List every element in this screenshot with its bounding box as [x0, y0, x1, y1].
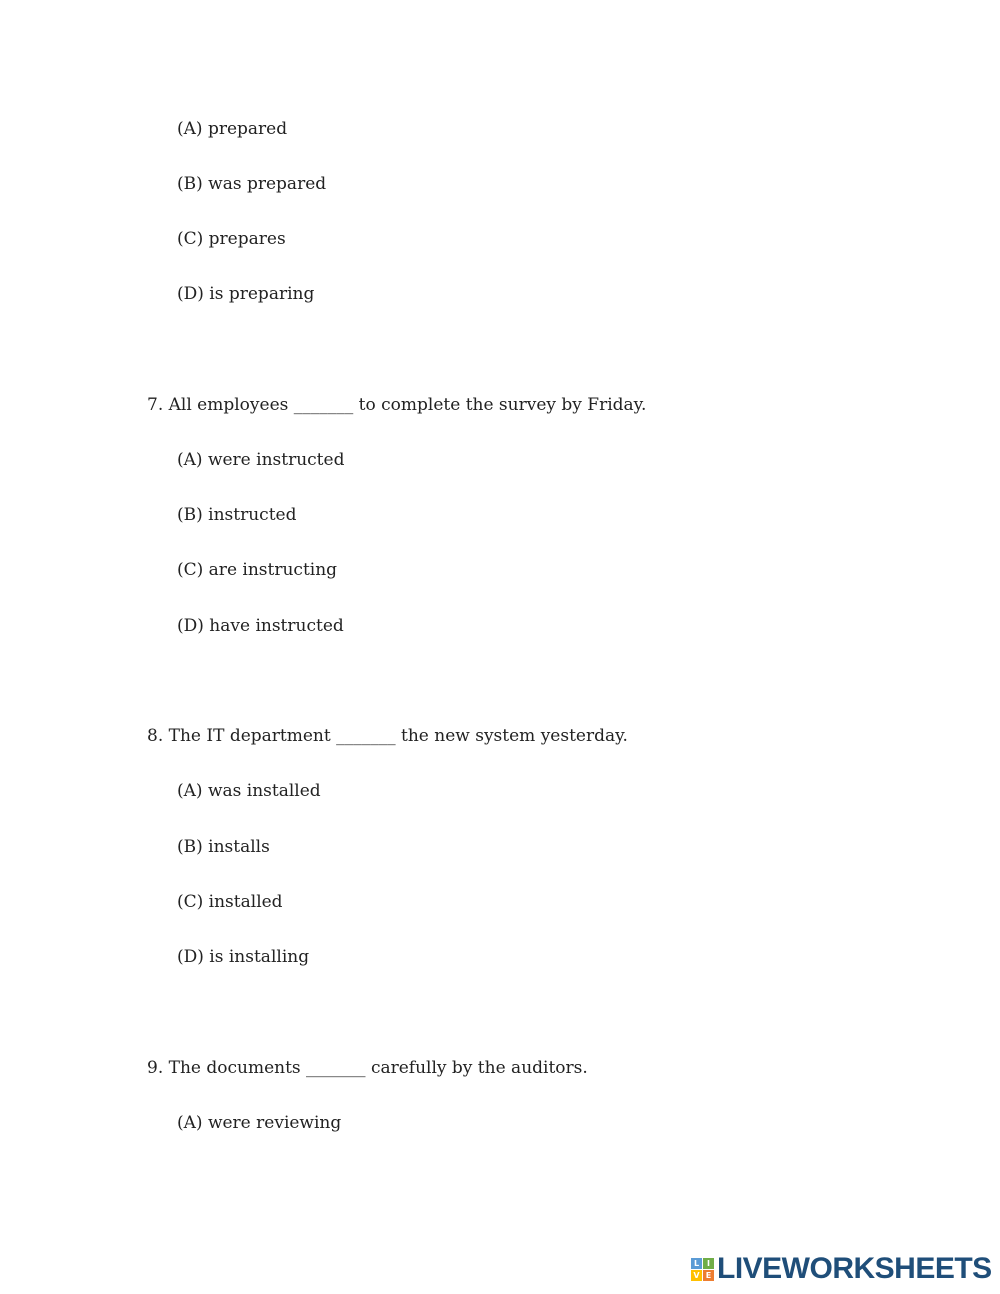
q6-option-a: (A) prepared — [177, 119, 288, 139]
logo-text: LIVEWORKSHEETS — [717, 1252, 992, 1285]
q6-option-c: (C) prepares — [177, 229, 286, 249]
q8-option-c: (C) installed — [177, 892, 283, 912]
q8-option-b: (B) installs — [177, 837, 270, 857]
q8-option-a: (A) was installed — [177, 781, 321, 801]
q8-prompt: 8. The IT department _______ the new system yesterday. — [147, 726, 628, 746]
q7-option-a: (A) were instructed — [177, 450, 345, 470]
q6-option-b: (B) was prepared — [177, 174, 327, 194]
q6-option-d: (D) is preparing — [177, 284, 315, 304]
q7-option-c: (C) are instructing — [177, 560, 338, 580]
liveworksheets-logo — [691, 1252, 991, 1286]
logo-mark-icon — [691, 1258, 714, 1281]
q9-prompt: 9. The documents _______ carefully by the auditors. — [147, 1058, 588, 1078]
logo-mark-letter: L — [691, 1258, 702, 1269]
q7-option-d: (D) have instructed — [177, 616, 344, 636]
logo-mark-letter: E — [703, 1270, 714, 1281]
q7-option-b: (B) instructed — [177, 505, 297, 525]
logo-mark-letter: I — [703, 1258, 714, 1269]
logo-mark-letter: V — [691, 1270, 702, 1281]
q9-option-a: (A) were reviewing — [177, 1113, 342, 1133]
q7-prompt: 7. All employees _______ to complete the survey by Friday. — [147, 395, 647, 415]
q8-option-d: (D) is installing — [177, 947, 310, 967]
